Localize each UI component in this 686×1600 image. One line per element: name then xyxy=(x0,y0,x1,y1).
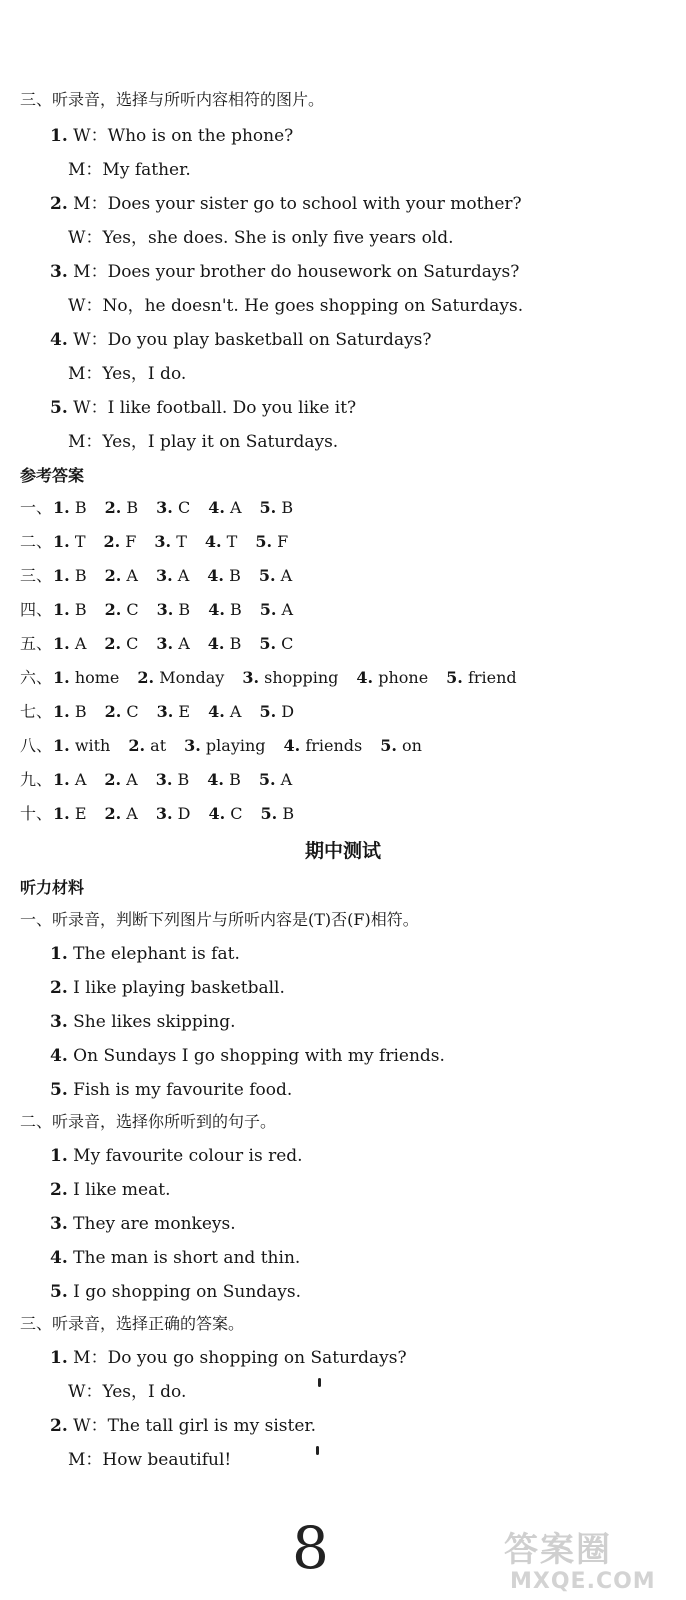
answer-row-4: 四、1. B 2. C 3. B 4. B 5. A xyxy=(20,600,294,619)
listen3-a3: W：No，he doesn't. He goes shopping on Saturdays. xyxy=(68,296,524,316)
answer-row-5: 五、1. A 2. C 3. A 4. B 5. C xyxy=(20,634,294,653)
midterm-s2-item1: 1. My favourite colour is red. xyxy=(50,1146,303,1166)
midterm-s2-item2: 2. I like meat. xyxy=(50,1180,171,1200)
answer-row-8: 八、1. with 2. at 3. playing 4. friends 5. on xyxy=(20,736,422,755)
listen3-q4: 4. W：Do you play basketball on Saturdays? xyxy=(50,330,432,350)
answer-row-1: 一、1. B 2. B 3. C 4. A 5. B xyxy=(20,498,294,517)
answer-row-7: 七、1. B 2. C 3. E 4. A 5. D xyxy=(20,702,295,721)
listen3-a5: M：Yes，I play it on Saturdays. xyxy=(68,432,339,452)
midterm-s3-heading: 三、听录音，选择正确的答案。 xyxy=(20,1314,245,1333)
listen3-heading: 三、听录音，选择与所听内容相符的图片。 xyxy=(20,90,325,109)
listening-material-heading: 听力材料 xyxy=(20,878,85,897)
midterm-s1-item2: 2. I like playing basketball. xyxy=(50,978,285,998)
answer-row-3: 三、1. B 2. A 3. A 4. B 5. A xyxy=(20,566,293,585)
midterm-s3-q2: 2. W：The tall girl is my sister. xyxy=(50,1416,317,1436)
listen3-q1: 1. W：Who is on the phone? xyxy=(50,126,294,146)
midterm-s2-item5: 5. I go shopping on Sundays. xyxy=(50,1282,302,1302)
listen3-a4: M：Yes，I do. xyxy=(68,364,187,384)
watermark-logo xyxy=(496,1532,676,1594)
pen-mark xyxy=(316,1446,319,1455)
answer-row-10: 十、1. E 2. A 3. D 4. C 5. B xyxy=(20,804,295,823)
answer-row-9: 九、1. A 2. A 3. B 4. B 5. A xyxy=(20,770,293,789)
watermark-url: MXQE.COM xyxy=(510,1569,656,1594)
midterm-s1-item3: 3. She likes skipping. xyxy=(50,1012,236,1032)
midterm-s2-heading: 二、听录音，选择你所听到的句子。 xyxy=(20,1112,277,1131)
pen-mark xyxy=(318,1378,321,1387)
midterm-s2-item4: 4. The man is short and thin. xyxy=(50,1248,301,1268)
listen3-q3: 3. M：Does your brother do housework on Saturdays? xyxy=(50,262,520,282)
midterm-s1-item5: 5. Fish is my favourite food. xyxy=(50,1080,293,1100)
handwritten-page-number: 8 xyxy=(292,1514,329,1582)
midterm-s1-item4: 4. On Sundays I go shopping with my friends. xyxy=(50,1046,445,1066)
answer-row-2: 二、1. T 2. F 3. T 4. T 5. F xyxy=(20,532,289,551)
midterm-s3-a1: W：Yes，I do. xyxy=(68,1382,187,1402)
midterm-title: 期中测试 xyxy=(304,840,381,862)
midterm-s2-item3: 3. They are monkeys. xyxy=(50,1214,236,1234)
midterm-s1-item1: 1. The elephant is fat. xyxy=(50,944,240,964)
listen3-q5: 5. W：I like football. Do you like it? xyxy=(50,398,357,418)
answers-heading: 参考答案 xyxy=(20,466,85,485)
midterm-s1-heading: 一、听录音，判断下列图片与所听内容是(T)否(F)相符。 xyxy=(20,910,419,929)
midterm-s3-a2: M：How beautiful! xyxy=(68,1450,232,1470)
listen3-a2: W：Yes，she does. She is only five years old. xyxy=(68,228,454,248)
watermark-title: 答案圈 xyxy=(504,1530,612,1570)
listen3-a1: M：My father. xyxy=(68,160,191,180)
midterm-s3-q1: 1. M：Do you go shopping on Saturdays? xyxy=(50,1348,407,1368)
listen3-q2: 2. M：Does your sister go to school with your mother? xyxy=(50,194,522,214)
answer-row-6: 六、1. home 2. Monday 3. shopping 4. phone 5. friend xyxy=(20,668,517,687)
